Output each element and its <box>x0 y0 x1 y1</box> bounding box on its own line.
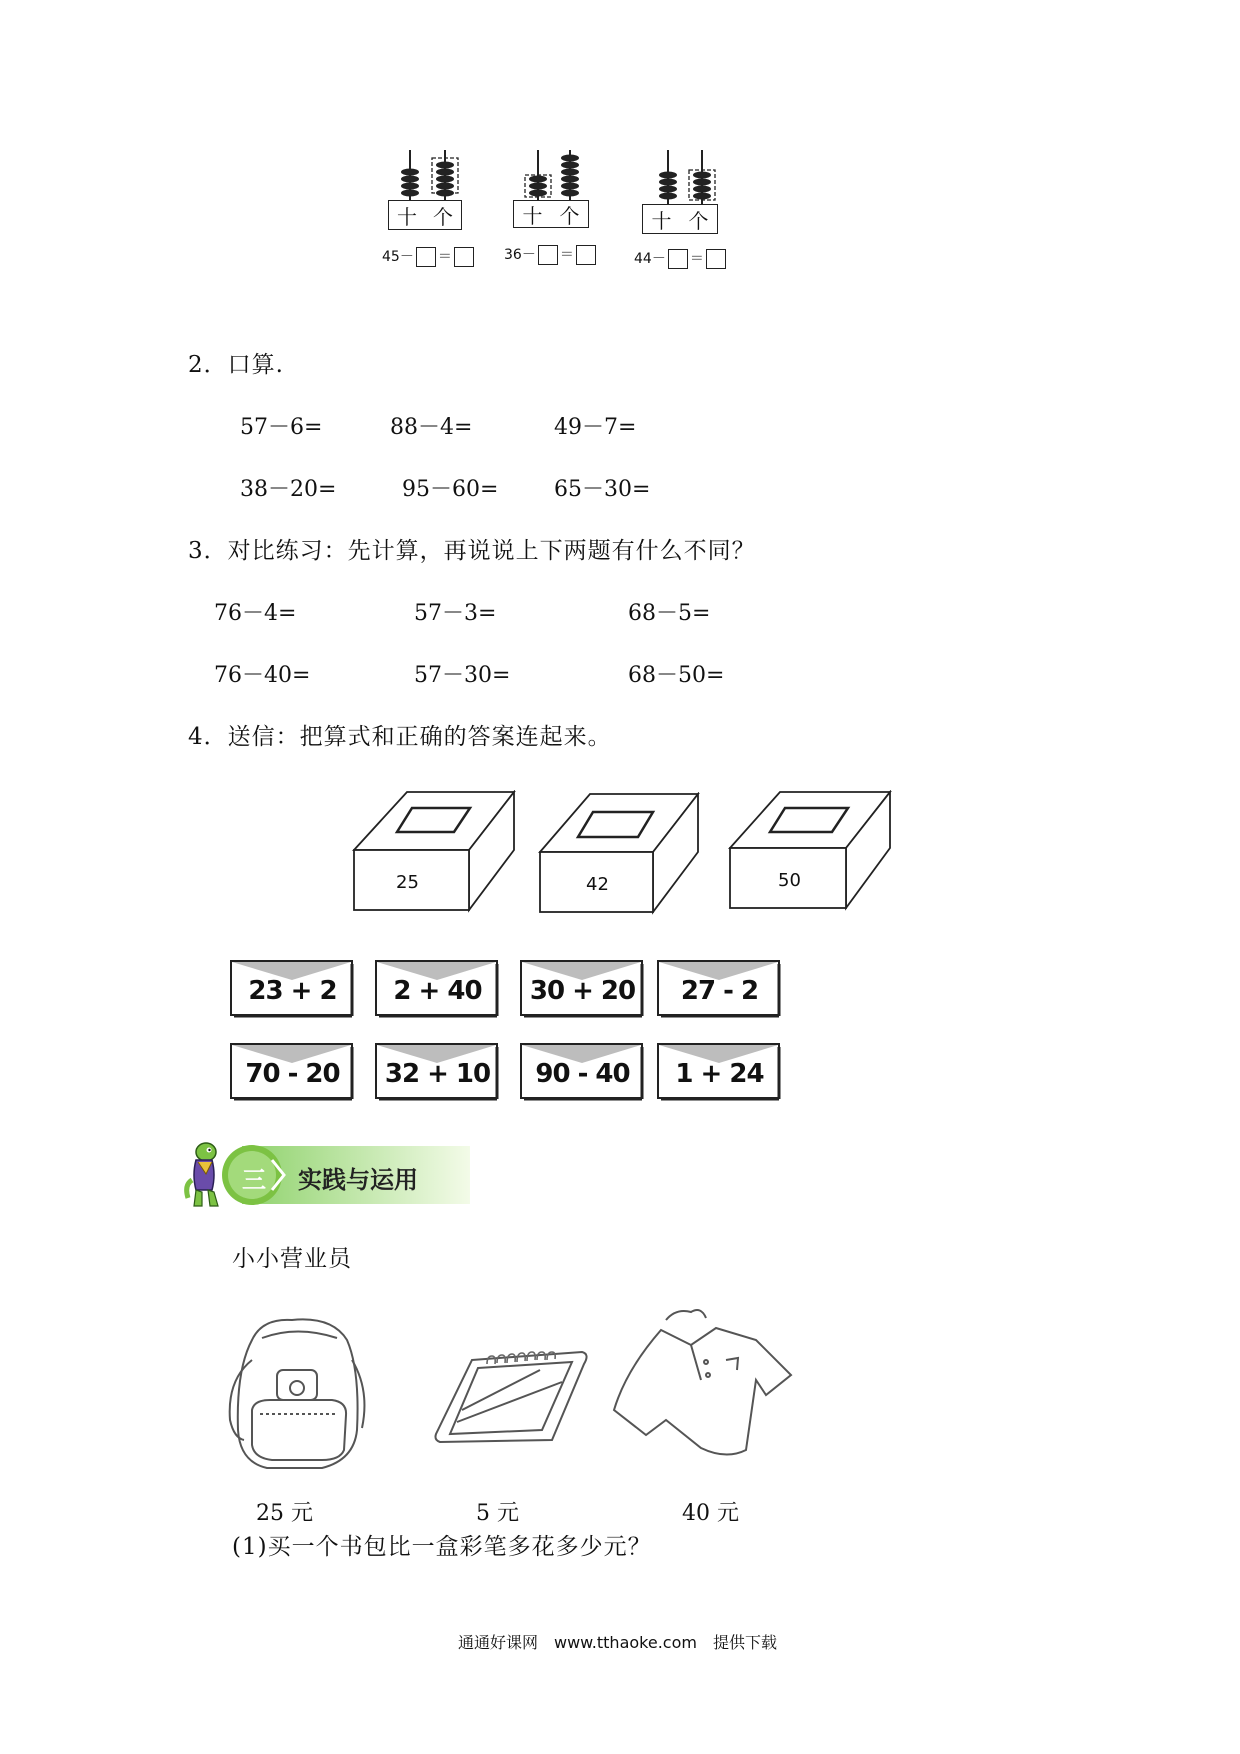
mailbox-1-number: 25 <box>396 872 419 893</box>
q3-expr: 76－40= <box>214 663 311 688</box>
envelope-expression: 2 + 40 <box>393 976 482 1006</box>
q3-expr: 76－4= <box>214 601 297 626</box>
answer-blank[interactable] <box>416 247 436 267</box>
envelope-expression: 27 - 2 <box>680 976 759 1006</box>
section-3-banner <box>182 1140 472 1212</box>
question-3-title: 3．对比练习：先计算，再说说上下两题有什么不同？ <box>188 538 756 564</box>
shop-question-1: (1)买一个书包比一盒彩笔多花多少元？ <box>232 1534 652 1560</box>
envelope-expression: 32 + 10 <box>384 1059 491 1089</box>
mailbox-2 <box>538 792 708 917</box>
q3-expr: 68－5= <box>628 601 711 626</box>
abacus-expression-3: 44－ ＝ <box>634 248 728 269</box>
envelope-expression: 1 + 24 <box>675 1059 764 1089</box>
shop-title: 小小营业员 <box>232 1246 352 1272</box>
backpack-price: 25 元 <box>256 1501 313 1526</box>
place-value-box-2 <box>513 200 589 228</box>
tens-label: 十 <box>397 204 417 229</box>
abacus-expression-1: 45－ ＝ <box>382 246 476 267</box>
envelope[interactable] <box>375 1043 500 1101</box>
q3-expr: 57－30= <box>414 663 511 688</box>
mailbox-3-number: 50 <box>778 870 801 891</box>
q3-expr: 57－3= <box>414 601 497 626</box>
answer-blank[interactable] <box>538 245 558 265</box>
envelope-expression: 23 + 2 <box>248 976 337 1006</box>
place-value-box-1 <box>388 200 462 230</box>
ones-label: 个 <box>559 203 580 228</box>
envelope[interactable] <box>375 960 500 1018</box>
envelope[interactable] <box>230 1043 355 1101</box>
shirt-icon <box>606 1300 796 1465</box>
crayon-price: 5 元 <box>476 1501 519 1526</box>
q2-expr: 95－60= <box>402 477 499 502</box>
q2-expr: 88－4= <box>390 415 473 440</box>
mailbox-1 <box>352 790 522 915</box>
shirt-price: 40 元 <box>682 1501 739 1526</box>
section-number: 三 <box>242 1166 266 1194</box>
answer-blank[interactable] <box>576 245 596 265</box>
backpack-icon <box>222 1310 372 1475</box>
q2-expr: 38－20= <box>240 477 337 502</box>
q3-expr: 68－50= <box>628 663 725 688</box>
envelope-expression: 70 - 20 <box>245 1059 340 1089</box>
abacus-3 <box>638 150 748 250</box>
envelope[interactable] <box>657 1043 782 1101</box>
answer-blank[interactable] <box>668 249 688 269</box>
abacus-expression-2: 36－ ＝ <box>504 244 598 265</box>
envelope[interactable] <box>520 960 645 1018</box>
mailbox-2-number: 42 <box>586 874 609 895</box>
mailbox-3 <box>728 790 898 915</box>
answer-blank[interactable] <box>454 247 474 267</box>
answer-blank[interactable] <box>706 249 726 269</box>
q2-expr: 49－7= <box>554 415 637 440</box>
envelope-expression: 90 - 40 <box>535 1059 630 1089</box>
question-4-title: 4．送信：把算式和正确的答案连起来。 <box>188 724 612 750</box>
q2-expr: 65－30= <box>554 477 651 502</box>
crayon-box-icon <box>432 1330 592 1450</box>
footer-text: 通通好课网 www.tthaoke.com 提供下载 <box>458 1633 777 1652</box>
envelope[interactable] <box>520 1043 645 1101</box>
place-value-box-3 <box>642 204 718 234</box>
ones-label: 个 <box>433 204 453 229</box>
section-title: 实践与运用 <box>298 1166 418 1194</box>
tens-label: 十 <box>651 208 672 233</box>
envelope[interactable] <box>230 960 355 1018</box>
envelope-expression: 30 + 20 <box>529 976 636 1006</box>
ones-label: 个 <box>688 208 709 233</box>
q2-expr: 57－6= <box>240 415 323 440</box>
abacus-row <box>380 140 760 310</box>
tens-label: 十 <box>522 203 543 228</box>
question-2-title: 2．口算. <box>188 352 284 378</box>
envelope[interactable] <box>657 960 782 1018</box>
